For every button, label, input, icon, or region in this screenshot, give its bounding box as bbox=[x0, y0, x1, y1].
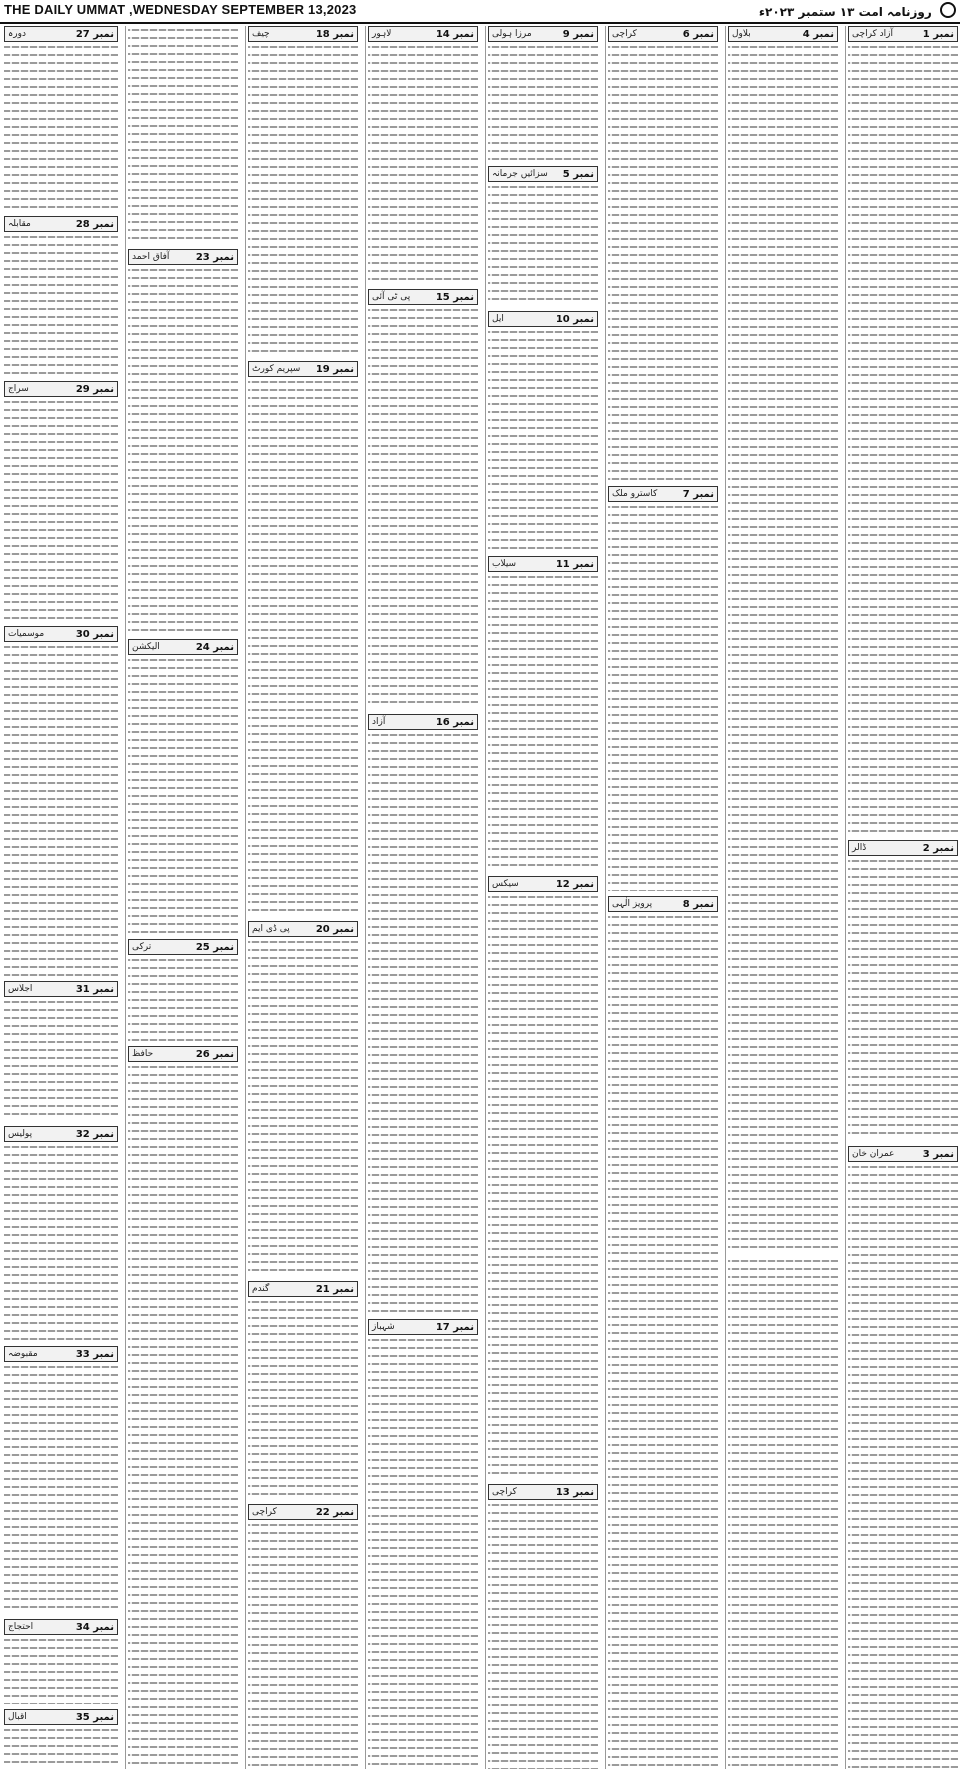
masthead-urdu-title bbox=[759, 2, 956, 19]
item-topic-33: مقبوضہ bbox=[8, 1349, 38, 1359]
item-topic-8: پرویز الٰہی bbox=[612, 899, 653, 909]
item-number-28: نمبر 28 bbox=[75, 218, 114, 230]
item-topic-11: سیلاب bbox=[492, 559, 517, 569]
item-number-12: نمبر 12 bbox=[555, 878, 594, 890]
item-header-27 bbox=[4, 26, 118, 42]
news-item-24 bbox=[128, 639, 238, 934]
item-header-33 bbox=[4, 1346, 118, 1362]
item-topic-21: گندم bbox=[252, 1284, 270, 1294]
item-header-28 bbox=[4, 216, 118, 232]
item-body-15 bbox=[368, 306, 478, 709]
news-item-5 bbox=[488, 166, 598, 306]
item-body-3 bbox=[848, 1163, 958, 1769]
item-body-29 bbox=[4, 398, 118, 621]
news-item-12 bbox=[488, 876, 598, 1479]
item-header-26 bbox=[128, 1046, 238, 1062]
item-body-17 bbox=[368, 1336, 478, 1769]
item-number-2: نمبر 2 bbox=[922, 842, 954, 854]
item-body-18 bbox=[248, 43, 358, 356]
item-topic-15: پی ٹی آئی bbox=[372, 292, 411, 302]
item-number-34: نمبر 34 bbox=[75, 1621, 114, 1633]
news-item-17 bbox=[368, 1319, 478, 1769]
item-header-22 bbox=[248, 1504, 358, 1520]
news-item-26 bbox=[128, 1046, 238, 1769]
item-body-33 bbox=[4, 1363, 118, 1614]
column-2 bbox=[725, 26, 840, 1769]
item-body-26 bbox=[128, 1063, 238, 1769]
item-body-34 bbox=[4, 1636, 118, 1704]
item-body-2 bbox=[848, 857, 958, 1140]
news-item-30 bbox=[4, 626, 118, 976]
item-header-13 bbox=[488, 1484, 598, 1500]
item-body-5 bbox=[488, 183, 598, 306]
item-body-16 bbox=[368, 731, 478, 1314]
item-header-35 bbox=[4, 1709, 118, 1725]
news-item-31 bbox=[4, 981, 118, 1121]
item-number-19: نمبر 19 bbox=[315, 363, 354, 375]
item-header-9 bbox=[488, 26, 598, 42]
item-topic-23: آفاق احمد bbox=[132, 252, 170, 262]
item-body-19 bbox=[248, 378, 358, 916]
item-header-25 bbox=[128, 939, 238, 955]
news-item-28 bbox=[4, 216, 118, 376]
ummat-logo-icon bbox=[940, 2, 956, 18]
item-number-10: نمبر 10 bbox=[555, 313, 594, 325]
item-body-30 bbox=[4, 643, 118, 976]
item-topic-4: بلاول bbox=[732, 29, 751, 39]
item-number-26: نمبر 26 bbox=[195, 1048, 234, 1060]
item-number-30: نمبر 30 bbox=[75, 628, 114, 640]
item-number-13: نمبر 13 bbox=[555, 1486, 594, 1498]
item-topic-12: سیکس bbox=[492, 879, 519, 889]
item-header-15 bbox=[368, 289, 478, 305]
item-topic-31: اجلاس bbox=[8, 984, 33, 994]
item-topic-10: ایل bbox=[492, 314, 504, 324]
item-topic-3: عمران خان bbox=[852, 1149, 895, 1159]
item-topic-22: کراچی bbox=[252, 1507, 277, 1517]
item-body-11 bbox=[488, 573, 598, 871]
item-header-23 bbox=[128, 249, 238, 265]
item-topic-26: حافظ bbox=[132, 1049, 154, 1059]
item-header-32 bbox=[4, 1126, 118, 1142]
news-item-19 bbox=[248, 361, 358, 916]
masthead-urdu-text: روزنامہ امت ۱۳ ستمبر ۲۰۲۳ء bbox=[758, 5, 932, 19]
item-body-22 bbox=[248, 1521, 358, 1769]
item-header-21 bbox=[248, 1281, 358, 1297]
news-item-18 bbox=[248, 26, 358, 356]
item-number-18: نمبر 18 bbox=[315, 28, 354, 40]
item-body-1 bbox=[848, 43, 958, 834]
item-topic-32: پولیس bbox=[8, 1129, 33, 1139]
news-item-20 bbox=[248, 921, 358, 1276]
item-number-7: نمبر 7 bbox=[682, 488, 714, 500]
item-number-22: نمبر 22 bbox=[315, 1506, 354, 1518]
item-number-25: نمبر 25 bbox=[195, 941, 234, 953]
item-body-8 bbox=[608, 913, 718, 1769]
item-number-5: نمبر 5 bbox=[562, 168, 594, 180]
masthead-english-title: THE DAILY UMMAT ,WEDNESDAY SEPTEMBER 13,2023 bbox=[4, 2, 357, 17]
column-6 bbox=[245, 26, 360, 1769]
item-number-14: نمبر 14 bbox=[435, 28, 474, 40]
news-item-21 bbox=[248, 1281, 358, 1499]
item-body-12 bbox=[488, 893, 598, 1479]
news-item-32 bbox=[4, 1126, 118, 1341]
item-number-16: نمبر 16 bbox=[435, 716, 474, 728]
item-header-30 bbox=[4, 626, 118, 642]
news-item-16 bbox=[368, 714, 478, 1314]
item-topic-29: سراج bbox=[8, 384, 29, 394]
item-topic-28: مقابلہ bbox=[8, 219, 31, 229]
item-number-20: نمبر 20 bbox=[315, 923, 354, 935]
news-item-2 bbox=[848, 840, 958, 1140]
item-body-24 bbox=[128, 656, 238, 934]
item-header-4 bbox=[728, 26, 838, 42]
columns-container bbox=[0, 26, 960, 1771]
item-number-17: نمبر 17 bbox=[435, 1321, 474, 1333]
item-header-14 bbox=[368, 26, 478, 42]
item-number-3: نمبر 3 bbox=[922, 1148, 954, 1160]
item-topic-13: کراچی bbox=[492, 1487, 517, 1497]
item-header-16 bbox=[368, 714, 478, 730]
news-item-7b bbox=[128, 26, 238, 244]
item-number-15: نمبر 15 bbox=[435, 291, 474, 303]
masthead bbox=[0, 0, 960, 24]
item-header-6 bbox=[608, 26, 718, 42]
column-7 bbox=[125, 26, 240, 1769]
news-item-23 bbox=[128, 249, 238, 634]
item-topic-35: اقبال bbox=[8, 1712, 27, 1722]
item-body-7b bbox=[128, 26, 238, 244]
item-header-34 bbox=[4, 1619, 118, 1635]
item-number-9: نمبر 9 bbox=[562, 28, 594, 40]
news-item-35 bbox=[4, 1709, 118, 1769]
item-body-4 bbox=[728, 43, 838, 1251]
news-item-11 bbox=[488, 556, 598, 871]
item-topic-9: مرزا ہولی bbox=[492, 29, 532, 39]
news-item-22 bbox=[248, 1504, 358, 1769]
item-number-21: نمبر 21 bbox=[315, 1283, 354, 1295]
item-body-13 bbox=[488, 1501, 598, 1769]
item-topic-34: احتجاج bbox=[8, 1622, 34, 1632]
column-5 bbox=[365, 26, 480, 1769]
item-header-3 bbox=[848, 1146, 958, 1162]
item-topic-6: کراچی bbox=[612, 29, 637, 39]
item-topic-19: سپریم کورٹ bbox=[252, 364, 301, 374]
item-topic-17: شہباز bbox=[372, 1322, 395, 1332]
item-body-21 bbox=[248, 1298, 358, 1499]
item-topic-20: پی ڈی ایم bbox=[252, 924, 290, 934]
news-item-25 bbox=[128, 939, 238, 1041]
item-body-31 bbox=[4, 998, 118, 1121]
item-header-7 bbox=[608, 486, 718, 502]
item-number-35: نمبر 35 bbox=[75, 1711, 114, 1723]
column-8 bbox=[2, 26, 120, 1769]
item-body-10 bbox=[488, 328, 598, 551]
news-item-9 bbox=[488, 26, 598, 161]
item-number-29: نمبر 29 bbox=[75, 383, 114, 395]
item-header-12 bbox=[488, 876, 598, 892]
item-body-28 bbox=[4, 233, 118, 376]
item-body-9 bbox=[488, 43, 598, 161]
news-item-34 bbox=[4, 1619, 118, 1704]
item-topic-16: آزاد bbox=[372, 717, 386, 727]
column-4 bbox=[485, 26, 600, 1769]
item-body-14 bbox=[368, 43, 478, 284]
item-header-8 bbox=[608, 896, 718, 912]
item-body-32 bbox=[4, 1143, 118, 1341]
news-item-33 bbox=[4, 1346, 118, 1614]
column-3 bbox=[605, 26, 720, 1769]
item-topic-14: لاہور bbox=[372, 29, 392, 39]
item-header-2 bbox=[848, 840, 958, 856]
item-header-1 bbox=[848, 26, 958, 42]
news-item-15 bbox=[368, 289, 478, 709]
item-topic-27: دورہ bbox=[8, 29, 26, 39]
item-topic-5: سزائیں جرمانہ bbox=[492, 169, 548, 179]
item-header-11 bbox=[488, 556, 598, 572]
item-body-6 bbox=[608, 43, 718, 481]
item-header-10 bbox=[488, 311, 598, 327]
item-number-4: نمبر 4 bbox=[802, 28, 834, 40]
item-header-20 bbox=[248, 921, 358, 937]
item-body-27 bbox=[4, 43, 118, 211]
item-header-17 bbox=[368, 1319, 478, 1335]
news-item-13 bbox=[488, 1484, 598, 1769]
item-number-27: نمبر 27 bbox=[75, 28, 114, 40]
news-item-4 bbox=[728, 26, 838, 1251]
item-header-18 bbox=[248, 26, 358, 42]
news-item-14 bbox=[368, 26, 478, 284]
item-topic-25: ترکی bbox=[132, 942, 152, 952]
item-number-32: نمبر 32 bbox=[75, 1128, 114, 1140]
item-number-6: نمبر 6 bbox=[682, 28, 714, 40]
item-topic-2: ڈالر bbox=[852, 843, 867, 853]
item-topic-24: الیکشن bbox=[132, 642, 160, 652]
news-item-6 bbox=[608, 26, 718, 481]
news-item-4b bbox=[728, 1257, 838, 1769]
item-header-31 bbox=[4, 981, 118, 997]
item-number-31: نمبر 31 bbox=[75, 983, 114, 995]
news-item-3 bbox=[848, 1146, 958, 1769]
item-number-8: نمبر 8 bbox=[682, 898, 714, 910]
item-topic-18: چیف bbox=[252, 29, 270, 39]
item-body-4b bbox=[728, 1257, 838, 1769]
item-number-1: نمبر 1 bbox=[922, 28, 954, 40]
item-topic-30: موسمیات bbox=[8, 629, 45, 639]
news-item-8 bbox=[608, 896, 718, 1769]
item-body-20 bbox=[248, 938, 358, 1276]
item-number-23: نمبر 23 bbox=[195, 251, 234, 263]
item-body-23 bbox=[128, 266, 238, 634]
news-item-10 bbox=[488, 311, 598, 551]
news-item-29 bbox=[4, 381, 118, 621]
column-1 bbox=[845, 26, 960, 1769]
item-topic-1: آزاد کراچی bbox=[852, 29, 894, 39]
item-header-29 bbox=[4, 381, 118, 397]
item-number-33: نمبر 33 bbox=[75, 1348, 114, 1360]
news-item-7 bbox=[608, 486, 718, 891]
item-body-35 bbox=[4, 1726, 118, 1769]
news-item-27 bbox=[4, 26, 118, 211]
item-number-24: نمبر 24 bbox=[195, 641, 234, 653]
news-item-1 bbox=[848, 26, 958, 834]
item-header-19 bbox=[248, 361, 358, 377]
item-body-25 bbox=[128, 956, 238, 1041]
item-number-11: نمبر 11 bbox=[555, 558, 594, 570]
item-header-5 bbox=[488, 166, 598, 182]
item-topic-7: کاسترو ملک bbox=[612, 489, 658, 499]
item-body-7 bbox=[608, 503, 718, 891]
item-header-24 bbox=[128, 639, 238, 655]
